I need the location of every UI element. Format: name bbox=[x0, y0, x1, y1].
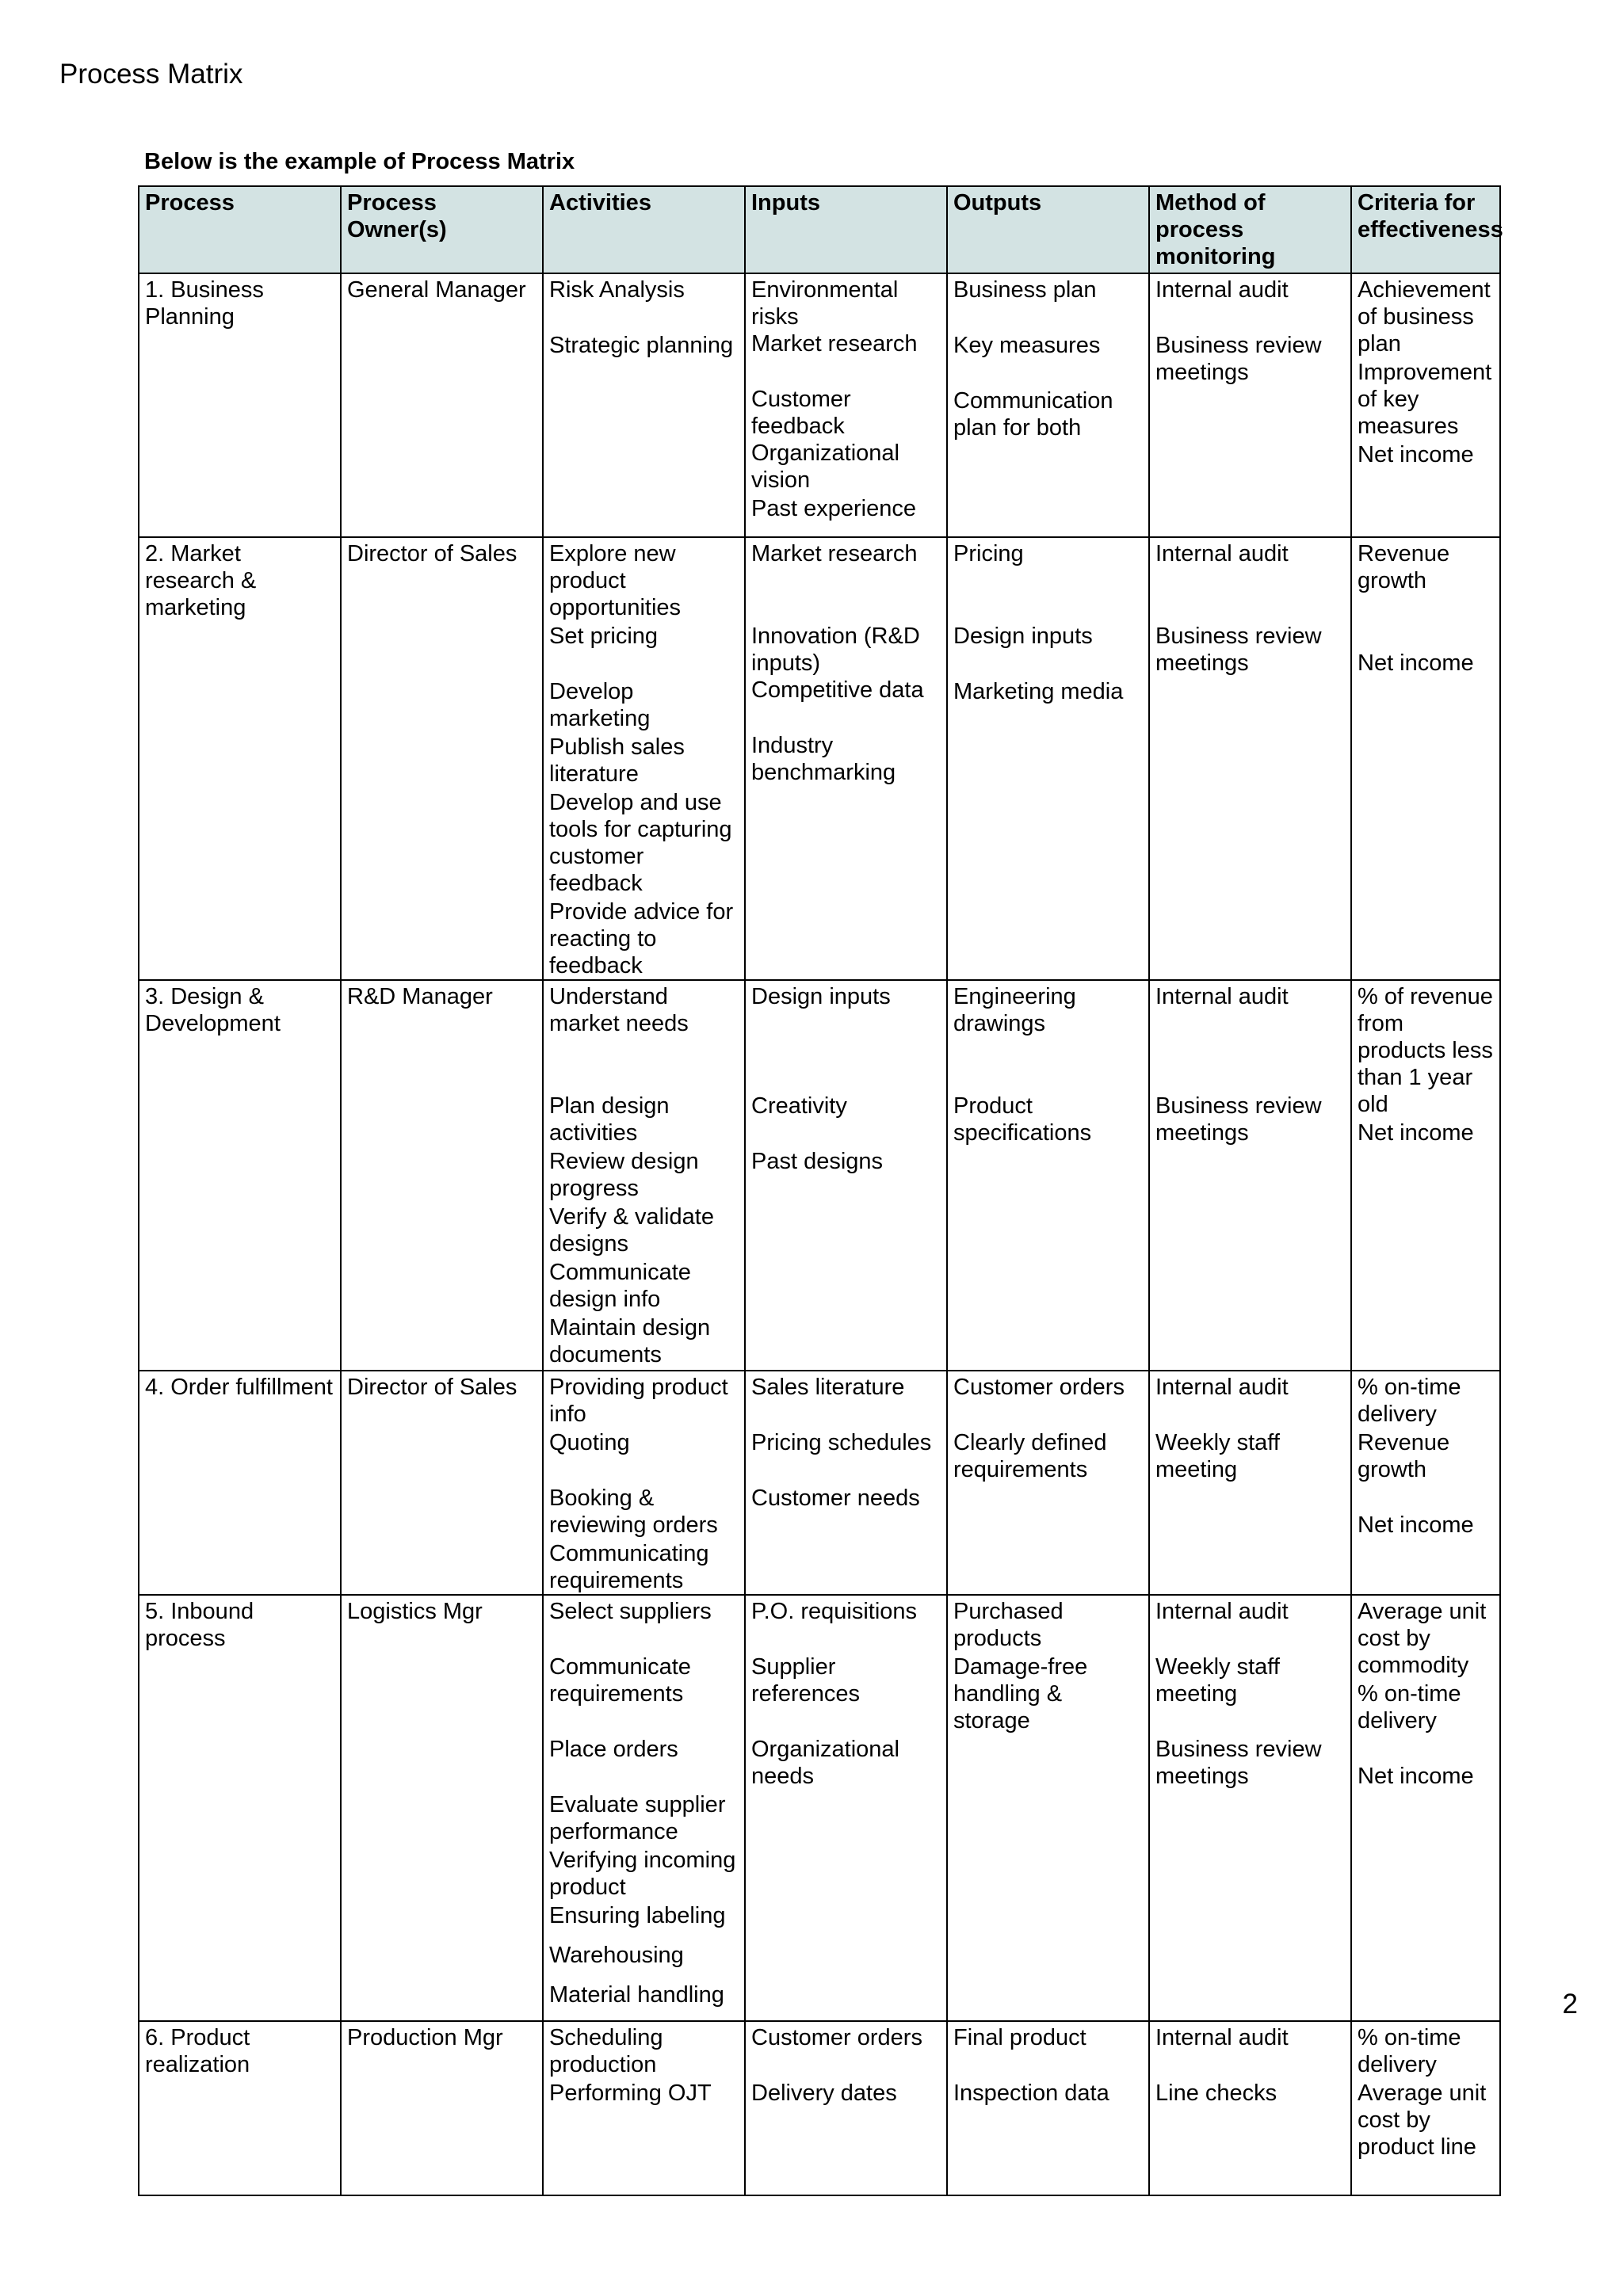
monitoring-cell bbox=[1149, 2021, 1351, 2195]
page-number: 2 bbox=[1562, 1989, 1578, 2019]
table-header-row bbox=[139, 186, 1500, 273]
owner-cell: Logistics Mgr bbox=[341, 1595, 543, 2021]
process-cell: 2. Market research & marketing bbox=[139, 537, 341, 980]
cell-item: Average unit cost by product line bbox=[1358, 2081, 1487, 2160]
cell-item: Final product bbox=[953, 2025, 1086, 2050]
cell-item: Improvement of key measures bbox=[1358, 360, 1492, 439]
owner-cell: Director of Sales bbox=[341, 537, 543, 980]
cell-item: Publish sales literature bbox=[549, 734, 685, 787]
cell-item: Internal audit bbox=[1155, 1375, 1289, 1400]
cell-item: Provide advice for reacting to feedback bbox=[549, 899, 734, 978]
inputs-cell bbox=[745, 980, 947, 1371]
criteria-cell bbox=[1351, 980, 1500, 1371]
inputs-cell bbox=[745, 1595, 947, 2021]
cell-item: Environmental risks bbox=[751, 277, 899, 330]
table-row bbox=[139, 1371, 1500, 1595]
criteria-cell bbox=[1351, 2021, 1500, 2195]
cell-item: Organizational needs bbox=[751, 1737, 899, 1789]
cell-item: Business review meetings bbox=[1155, 624, 1322, 676]
cell-item: Quoting bbox=[549, 1430, 630, 1455]
cell-item: Internal audit bbox=[1155, 277, 1289, 303]
outputs-cell bbox=[947, 1595, 1149, 2021]
cell-item: Risk Analysis bbox=[549, 277, 685, 303]
cell-item: Internal audit bbox=[1155, 984, 1289, 1009]
activities-cell bbox=[543, 980, 745, 1371]
cell-item: Plan design activities bbox=[549, 1093, 670, 1146]
cell-item: Damage-free handling & storage bbox=[953, 1654, 1088, 1733]
outputs-cell bbox=[947, 980, 1149, 1371]
cell-item: Sales literature bbox=[751, 1375, 905, 1400]
cell-item: Net income bbox=[1358, 442, 1474, 467]
column-header-activities: Activities bbox=[543, 186, 745, 273]
cell-item: Revenue growth bbox=[1358, 1430, 1450, 1482]
inputs-cell bbox=[745, 273, 947, 537]
cell-item: Industry benchmarking bbox=[751, 733, 896, 785]
cell-item: Communicate design info bbox=[549, 1260, 691, 1312]
cell-item: Market research bbox=[751, 541, 918, 566]
cell-item: Past experience bbox=[751, 496, 916, 521]
cell-item: % of revenue from products less than 1 year old bbox=[1358, 984, 1493, 1117]
cell-item: Understand market needs bbox=[549, 984, 689, 1036]
cell-item: Business review meetings bbox=[1155, 1093, 1322, 1146]
column-header-outputs: Outputs bbox=[947, 186, 1149, 273]
cell-item: Customer needs bbox=[751, 1486, 920, 1511]
column-header-monitoring: Method of process monitoring bbox=[1149, 186, 1351, 273]
cell-item: Supplier references bbox=[751, 1654, 861, 1707]
monitoring-cell bbox=[1149, 273, 1351, 537]
outputs-cell bbox=[947, 537, 1149, 980]
table-row bbox=[139, 2021, 1500, 2195]
criteria-cell bbox=[1351, 273, 1500, 537]
cell-item: Average unit cost by commodity bbox=[1358, 1599, 1487, 1678]
cell-item: % on-time delivery bbox=[1358, 1375, 1461, 1427]
cell-item: Weekly staff meeting bbox=[1155, 1430, 1280, 1482]
criteria-cell bbox=[1351, 1371, 1500, 1595]
monitoring-cell bbox=[1149, 1371, 1351, 1595]
cell-item: Inspection data bbox=[953, 2081, 1109, 2106]
cell-item: Past designs bbox=[751, 1149, 884, 1174]
column-header-owner: Process Owner(s) bbox=[341, 186, 543, 273]
outputs-cell bbox=[947, 2021, 1149, 2195]
cell-item: Select suppliers bbox=[549, 1599, 712, 1624]
table-row bbox=[139, 273, 1500, 537]
cell-item: Internal audit bbox=[1155, 2025, 1289, 2050]
cell-item: Business review meetings bbox=[1155, 1737, 1322, 1789]
cell-item: Maintain design documents bbox=[549, 1315, 711, 1367]
cell-item: Pricing schedules bbox=[751, 1430, 932, 1455]
cell-item: Communicating requirements bbox=[549, 1541, 709, 1593]
cell-item: Set pricing bbox=[549, 624, 659, 649]
cell-item: Net income bbox=[1358, 650, 1474, 676]
cell-item: Internal audit bbox=[1155, 541, 1289, 566]
cell-item: Net income bbox=[1358, 1120, 1474, 1146]
cell-item: Pricing bbox=[953, 541, 1024, 566]
cell-item: Achievement of business plan bbox=[1358, 277, 1491, 357]
table-caption: Below is the example of Process Matrix bbox=[144, 149, 575, 174]
cell-item: Line checks bbox=[1155, 2081, 1277, 2106]
column-header-process: Process bbox=[139, 186, 341, 273]
activities-cell bbox=[543, 537, 745, 980]
cell-item: Ensuring labeling bbox=[549, 1903, 726, 1928]
cell-item: Net income bbox=[1358, 1764, 1474, 1789]
activities-cell bbox=[543, 1595, 745, 2021]
cell-item: Purchased products bbox=[953, 1599, 1064, 1651]
process-matrix-table bbox=[138, 185, 1501, 2196]
owner-cell: Production Mgr bbox=[341, 2021, 543, 2195]
cell-item: Providing product info bbox=[549, 1375, 728, 1427]
criteria-cell bbox=[1351, 537, 1500, 980]
inputs-cell bbox=[745, 537, 947, 980]
monitoring-cell bbox=[1149, 1595, 1351, 2021]
process-cell: 6. Product realization bbox=[139, 2021, 341, 2195]
cell-item: Key measures bbox=[953, 333, 1101, 358]
cell-item: Internal audit bbox=[1155, 1599, 1289, 1624]
activities-cell bbox=[543, 1371, 745, 1595]
table-row bbox=[139, 1595, 1500, 2021]
cell-item: Innovation (R&D inputs) bbox=[751, 624, 920, 676]
cell-item: Revenue growth bbox=[1358, 541, 1450, 593]
cell-item: Product specifications bbox=[953, 1093, 1092, 1146]
cell-item: Creativity bbox=[751, 1093, 847, 1119]
process-cell: 4. Order fulfillment bbox=[139, 1371, 341, 1595]
cell-item: Marketing media bbox=[953, 679, 1124, 704]
cell-item: Verify & validate designs bbox=[549, 1204, 714, 1257]
cell-item: Business review meetings bbox=[1155, 333, 1322, 385]
cell-item: Scheduling production bbox=[549, 2025, 663, 2077]
activities-cell bbox=[543, 2021, 745, 2195]
cell-item: Verifying incoming product bbox=[549, 1848, 736, 1900]
cell-item: Material handling bbox=[549, 1982, 724, 2008]
cell-item: Clearly defined requirements bbox=[953, 1430, 1107, 1482]
process-cell: 5. Inbound process bbox=[139, 1595, 341, 2021]
cell-item: Engineering drawings bbox=[953, 984, 1076, 1036]
cell-item: Competitive data bbox=[751, 677, 924, 703]
outputs-cell bbox=[947, 273, 1149, 537]
process-cell: 1. Business Planning bbox=[139, 273, 341, 537]
cell-item: Communication plan for both bbox=[953, 388, 1113, 441]
table-row bbox=[139, 537, 1500, 980]
page-header: Process Matrix bbox=[59, 59, 243, 90]
cell-item: Business plan bbox=[953, 277, 1097, 303]
cell-item: Organizational vision bbox=[751, 441, 899, 493]
cell-item: Communicate requirements bbox=[549, 1654, 691, 1707]
column-header-inputs: Inputs bbox=[745, 186, 947, 273]
cell-item: Strategic planning bbox=[549, 333, 734, 358]
owner-cell: Director of Sales bbox=[341, 1371, 543, 1595]
cell-item: Market research bbox=[751, 331, 918, 357]
cell-item: Place orders bbox=[549, 1737, 678, 1762]
inputs-cell bbox=[745, 2021, 947, 2195]
cell-item: Develop marketing bbox=[549, 679, 651, 731]
cell-item: Delivery dates bbox=[751, 2081, 897, 2106]
table-row bbox=[139, 980, 1500, 1371]
cell-item: Design inputs bbox=[751, 984, 891, 1009]
cell-item: Explore new product opportunities bbox=[549, 541, 682, 620]
cell-item: % on-time delivery bbox=[1358, 2025, 1461, 2077]
cell-item: Customer orders bbox=[751, 2025, 922, 2050]
cell-item: Performing OJT bbox=[549, 2081, 712, 2106]
cell-item: Booking & reviewing orders bbox=[549, 1486, 718, 1538]
cell-item: Customer orders bbox=[953, 1375, 1125, 1400]
criteria-cell bbox=[1351, 1595, 1500, 2021]
cell-item: Weekly staff meeting bbox=[1155, 1654, 1280, 1707]
cell-item: Net income bbox=[1358, 1512, 1474, 1538]
cell-item: Review design progress bbox=[549, 1149, 699, 1201]
process-cell: 3. Design & Development bbox=[139, 980, 341, 1371]
owner-cell: R&D Manager bbox=[341, 980, 543, 1371]
cell-item: Warehousing bbox=[549, 1943, 684, 1968]
monitoring-cell bbox=[1149, 537, 1351, 980]
cell-item: % on-time delivery bbox=[1358, 1681, 1461, 1733]
monitoring-cell bbox=[1149, 980, 1351, 1371]
column-header-criteria: Criteria for effectiveness bbox=[1351, 186, 1500, 273]
process-matrix-container bbox=[138, 185, 1503, 2160]
cell-item: Design inputs bbox=[953, 624, 1093, 649]
inputs-cell bbox=[745, 1371, 947, 1595]
cell-item: Develop and use tools for capturing customer feedback bbox=[549, 790, 732, 896]
cell-item: Customer feedback bbox=[751, 387, 851, 439]
owner-cell: General Manager bbox=[341, 273, 543, 537]
outputs-cell bbox=[947, 1371, 1149, 1595]
cell-item: P.O. requisitions bbox=[751, 1599, 918, 1624]
cell-item: Evaluate supplier performance bbox=[549, 1792, 726, 1844]
activities-cell bbox=[543, 273, 745, 537]
